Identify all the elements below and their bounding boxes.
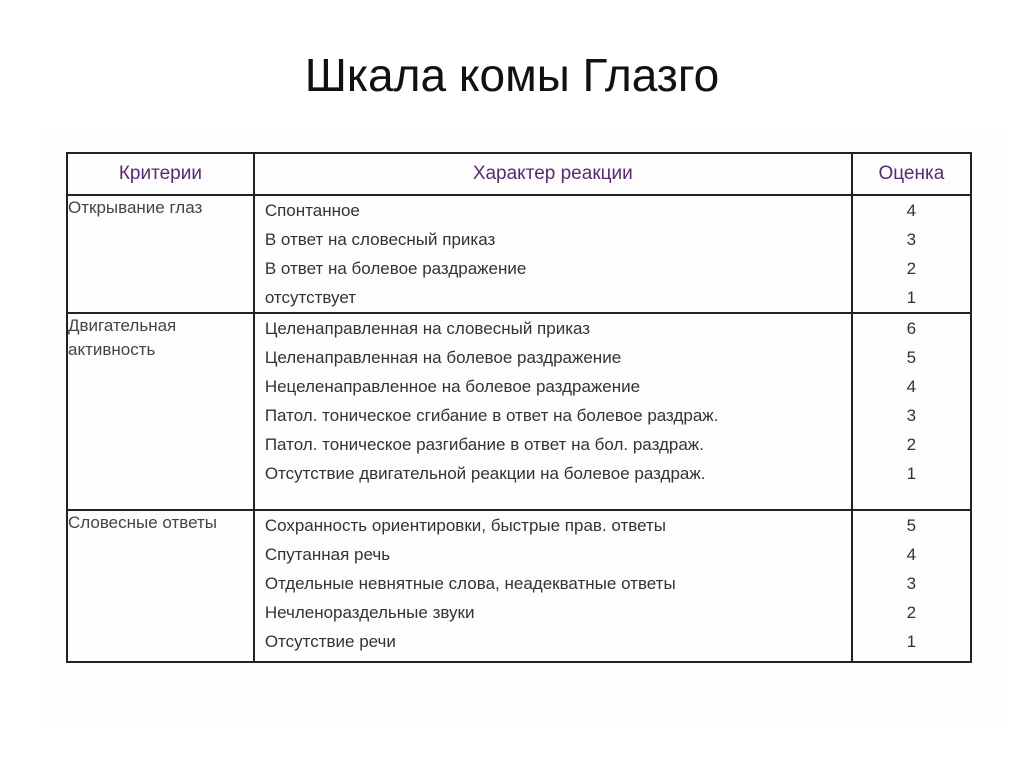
- reaction-cell: [254, 510, 852, 662]
- score-value: 5: [906, 348, 917, 367]
- criteria-cell: Открывание глаз: [67, 195, 254, 313]
- score-cell: [852, 510, 971, 662]
- score-value: 6: [906, 319, 917, 338]
- score-value: 3: [906, 574, 917, 593]
- reaction-item: В ответ на словесный приказ: [264, 230, 496, 249]
- reaction-item: Патол. тоническое разгибание в ответ на бол. раздраж.: [264, 435, 704, 454]
- reaction-item: Нецеленаправленное на болевое раздражение: [264, 377, 641, 396]
- score-cell: [852, 195, 971, 313]
- score-value: 5: [906, 516, 917, 535]
- reaction-item: Нечленораздельные звуки: [264, 603, 475, 622]
- score-cell: [852, 313, 971, 510]
- score-value: 3: [906, 406, 917, 425]
- table-row-eye-opening: [67, 195, 971, 313]
- criteria-cell: Двигательная активность: [67, 313, 254, 510]
- reaction-item: Целенаправленная на болевое раздражение: [264, 348, 622, 367]
- reaction-item: Спутанная речь: [264, 545, 391, 564]
- reaction-item: Отдельные невнятные слова, неадекватные ответы: [264, 574, 676, 593]
- glasgow-coma-scale-table: [66, 152, 972, 663]
- score-value: 3: [906, 230, 917, 249]
- score-value: 1: [906, 632, 917, 651]
- header-criteria: Критерии: [67, 153, 254, 195]
- table-header-row: [67, 153, 971, 195]
- reaction-item: В ответ на болевое раздражение: [264, 259, 527, 278]
- reaction-item: Патол. тоническое сгибание в ответ на болевое раздраж.: [264, 406, 719, 425]
- criteria-cell: Словесные ответы: [67, 510, 254, 662]
- table-row-motor-activity: [67, 313, 971, 510]
- reaction-item: Спонтанное: [264, 201, 360, 220]
- reaction-item: отсутствует: [264, 288, 357, 307]
- reaction-cell: [254, 195, 852, 313]
- slide-title: Шкала комы Глазго: [304, 49, 720, 101]
- score-value: 4: [906, 545, 917, 564]
- table-row-verbal-responses: [67, 510, 971, 662]
- reaction-cell: [254, 313, 852, 510]
- score-value: 1: [906, 464, 917, 483]
- reaction-item: Отсутствие речи: [264, 632, 396, 651]
- score-value: 2: [906, 603, 917, 622]
- score-value: 2: [906, 259, 917, 278]
- reaction-item: Целенаправленная на словесный приказ: [264, 319, 591, 338]
- header-reaction: Характер реакции: [254, 153, 852, 195]
- reaction-item: Отсутствие двигательной реакции на болевое раздраж.: [264, 464, 706, 483]
- score-value: 4: [906, 201, 917, 220]
- header-score: Оценка: [852, 153, 971, 195]
- score-value: 1: [906, 288, 917, 307]
- score-value: 2: [906, 435, 917, 454]
- score-value: 4: [906, 377, 917, 396]
- reaction-item: Сохранность ориентировки, быстрые прав. ответы: [264, 516, 666, 535]
